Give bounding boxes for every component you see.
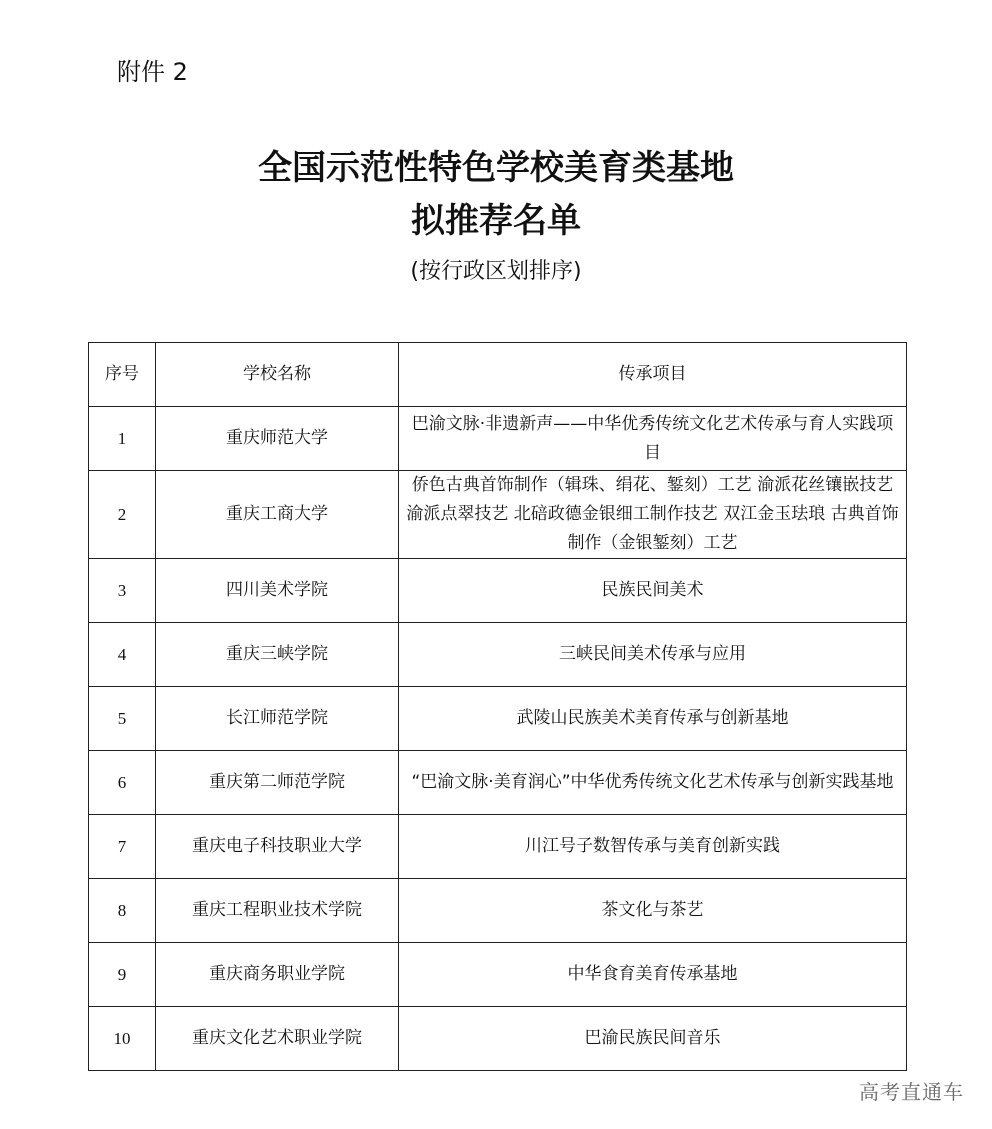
row-number: 9 (89, 943, 156, 1007)
header-school-name: 学校名称 (156, 343, 399, 407)
row-number: 2 (89, 471, 156, 559)
table-row (89, 943, 907, 1007)
row-number: 1 (89, 407, 156, 471)
row-number: 7 (89, 815, 156, 879)
row-school: 重庆文化艺术职业学院 (156, 1007, 399, 1071)
row-number: 5 (89, 687, 156, 751)
document-title-line1: 全国示范性特色学校美育类基地 (258, 148, 734, 188)
row-school: 长江师范学院 (156, 687, 399, 751)
document-title-line2: 拟推荐名单 (411, 201, 581, 241)
table-header-row (89, 343, 907, 407)
table-row (89, 687, 907, 751)
row-school: 重庆工商大学 (156, 471, 399, 559)
recommendation-table (88, 342, 907, 1071)
table-row (89, 623, 907, 687)
attachment-label: 附件 2 (117, 58, 188, 86)
row-school: 重庆三峡学院 (156, 623, 399, 687)
row-project: 中华食育美育传承基地 (399, 943, 907, 1007)
row-project: 巴渝民族民间音乐 (399, 1007, 907, 1071)
row-school: 重庆商务职业学院 (156, 943, 399, 1007)
row-project: “巴渝文脉·美育润心”中华优秀传统文化艺术传承与创新实践基地 (399, 751, 907, 815)
row-school: 重庆电子科技职业大学 (156, 815, 399, 879)
table-row (89, 407, 907, 471)
table-row (89, 879, 907, 943)
row-number: 8 (89, 879, 156, 943)
row-school: 重庆师范大学 (156, 407, 399, 471)
row-project: 巴渝文脉·非遗新声——中华优秀传统文化艺术传承与育人实践项目 (399, 407, 907, 471)
header-number: 序号 (89, 343, 156, 407)
row-project: 武陵山民族美术美育传承与创新基地 (399, 687, 907, 751)
row-school: 重庆第二师范学院 (156, 751, 399, 815)
row-school: 四川美术学院 (156, 559, 399, 623)
row-number: 10 (89, 1007, 156, 1071)
watermark: 高考直通车 (859, 1080, 964, 1104)
row-project: 三峡民间美术传承与应用 (399, 623, 907, 687)
row-project: 茶文化与茶艺 (399, 879, 907, 943)
table-row (89, 559, 907, 623)
row-number: 3 (89, 559, 156, 623)
header-project: 传承项目 (399, 343, 907, 407)
row-project: 川江号子数智传承与美育创新实践 (399, 815, 907, 879)
row-school: 重庆工程职业技术学院 (156, 879, 399, 943)
table-row (89, 815, 907, 879)
table-row (89, 1007, 907, 1071)
table-row (89, 471, 907, 559)
row-project: 侨色古典首饰制作（辑珠、绢花、錾刻）工艺 渝派花丝镶嵌技艺 渝派点翠技艺 北碚政德金银细工制作技艺 双江金玉珐琅 古典首饰制作（金银錾刻）工艺 (399, 471, 907, 559)
row-project: 民族民间美术 (399, 559, 907, 623)
table-row (89, 751, 907, 815)
row-number: 6 (89, 751, 156, 815)
row-number: 4 (89, 623, 156, 687)
document-subtitle: (按行政区划排序) (410, 259, 582, 284)
